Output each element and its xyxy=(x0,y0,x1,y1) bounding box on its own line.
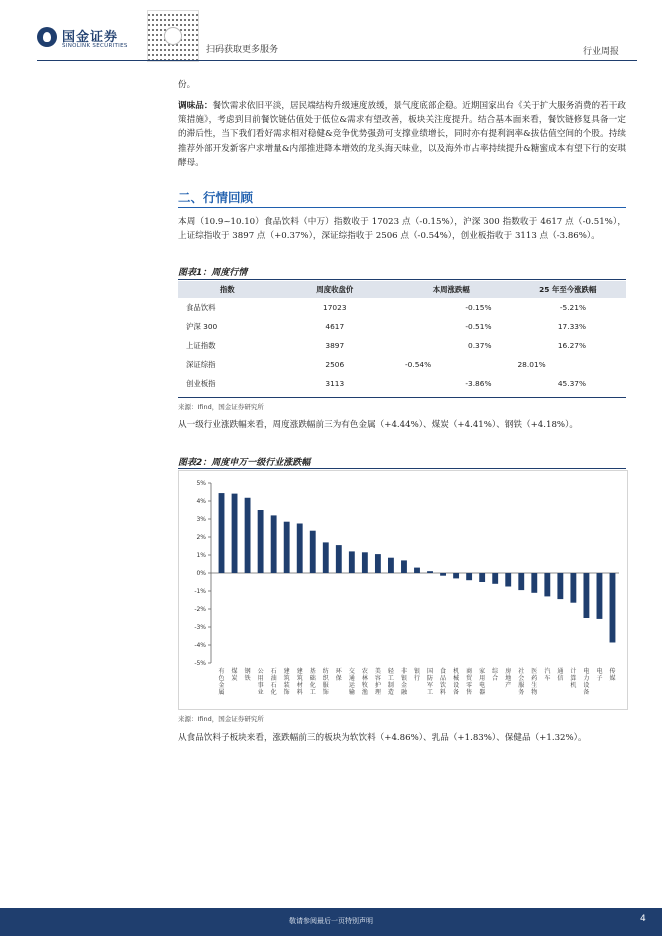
y-tick-label: 3% xyxy=(196,516,206,524)
qr-caption: 扫码获取更多服务 xyxy=(206,45,279,55)
subsector-summary-paragraph: 从食品饮料子板块来看，涨跌幅前三的板块为软饮料（+4.86%）、乳品（+1.83%）、保健品（+1.32%）。 xyxy=(178,733,587,743)
bar xyxy=(336,545,342,573)
category-label: 轻工制造 xyxy=(387,668,394,696)
category-label: 社会服务 xyxy=(518,668,525,696)
table-cell-ytd-change: 45.37% xyxy=(557,379,586,388)
bar xyxy=(271,515,277,573)
section-title: 二、行情回顾 xyxy=(178,190,254,205)
category-label: 钢铁 xyxy=(244,668,251,682)
category-label: 国防军工 xyxy=(427,668,434,696)
bar xyxy=(258,510,264,573)
category-label: 煤炭 xyxy=(231,668,238,682)
category-label: 传媒 xyxy=(609,668,616,682)
qr-center-logo-icon xyxy=(164,27,182,45)
table-cell-close: 3897 xyxy=(325,341,345,350)
y-tick-label: -2% xyxy=(194,606,206,614)
table-cell-week-change: 0.37% xyxy=(468,341,492,350)
table-header-cell: 指数 xyxy=(178,281,277,298)
table-cell-week-change: -0.51% xyxy=(465,322,492,331)
y-tick-label: 2% xyxy=(196,534,206,542)
table-cell-index: 创业板指 xyxy=(186,379,216,388)
table-cell-ytd-change: 16.27% xyxy=(557,341,586,350)
category-label: 通信 xyxy=(557,668,564,682)
condiment-text: 餐饮需求依旧平淡，居民端结构升级速度放缓，景气度底部企稳。近期国家出台《关于扩大服务消费的若干政策措施》，考虑到目前餐饮链估值处于低位&需求有望改善，板块关注度提升。结合基本面来看，餐饮链修复具备一定的滞后性，当下我们看好需求相对稳健&竞争优势强劲可支撑业绩增长，同时亦有提利润率&拔估值空间的个股。持续推荐外部开发新客户求增量&内部推进降本增效的龙头海天味业，以及海外市占率持续提升&糖蜜成本有望下行的安琪酵母。 xyxy=(178,101,626,168)
category-label: 食品饮料 xyxy=(440,668,447,696)
bar xyxy=(440,573,446,576)
market-summary-paragraph: 本周（10.9~10.10）食品饮料（中万）指数收于 17023 点（-0.15%），沪深 300 指数收于 4617 点（-0.51%），上证综指收于 3897 点（+0.37%），深证综指收于 2506 点（-0.54%），创业板指收于 3113 点（-3.86%）。 xyxy=(178,217,626,242)
table-header-cell: 本周涨跌幅 xyxy=(393,281,509,298)
category-label: 基础化工 xyxy=(309,668,316,696)
report-type: 行业周报 xyxy=(583,47,620,57)
category-label: 美容护理 xyxy=(374,668,381,696)
y-tick-label: 0% xyxy=(196,570,206,578)
table1-title: 图表1：周度行情 xyxy=(178,268,248,278)
table-cell-index: 食品饮料 xyxy=(186,303,216,312)
bar xyxy=(349,551,355,573)
condiment-paragraph xyxy=(178,99,626,170)
bar xyxy=(531,573,537,593)
table1-rule xyxy=(178,279,626,280)
bar xyxy=(570,573,576,603)
y-tick-label: -4% xyxy=(194,642,206,650)
bar xyxy=(610,573,616,642)
category-label: 环保 xyxy=(335,668,342,682)
category-label: 电子 xyxy=(596,668,603,682)
table1-bottom-rule xyxy=(178,397,626,398)
category-label: 有色金属 xyxy=(218,668,225,696)
figure2-rule xyxy=(178,468,626,469)
bar xyxy=(544,573,550,596)
bar xyxy=(479,573,485,582)
table-cell-index: 深证综指 xyxy=(186,360,216,369)
table-cell-week-change: -0.15% xyxy=(465,303,492,312)
bar xyxy=(219,493,225,573)
bar xyxy=(310,531,316,573)
bar xyxy=(518,573,524,590)
table-row xyxy=(178,298,626,317)
category-label: 农林牧渔 xyxy=(361,668,368,696)
category-label: 计算机 xyxy=(570,668,577,689)
intro-line0: 份。 xyxy=(178,80,196,90)
bar xyxy=(427,571,433,573)
brand-name-cn: 国金证券 xyxy=(62,30,119,45)
industry-change-chart xyxy=(179,471,627,709)
category-label: 建筑装饰 xyxy=(283,668,290,696)
category-label: 非银金融 xyxy=(400,668,407,696)
figure2-title: 图表2：周度申万一级行业涨跌幅 xyxy=(178,458,311,468)
bar xyxy=(362,552,368,573)
table-cell-week-change: -3.86% xyxy=(465,379,492,388)
category-label: 电力设备 xyxy=(583,668,590,696)
category-label: 医药生物 xyxy=(531,668,538,696)
category-label: 汽车 xyxy=(544,668,551,682)
bar xyxy=(414,568,420,573)
bar xyxy=(232,494,238,573)
table-cell-close: 2506 xyxy=(325,360,345,369)
header-divider xyxy=(37,60,637,61)
bar xyxy=(583,573,589,618)
table-row xyxy=(178,317,626,336)
table1-source: 来源：Ifind，国金证券研究所 xyxy=(178,403,264,411)
bar xyxy=(505,573,511,587)
table-header-row xyxy=(178,281,626,298)
condiment-label: 调味品： xyxy=(178,101,213,111)
category-label: 石油石化 xyxy=(270,668,277,696)
bar xyxy=(245,498,251,573)
table-cell-close: 4617 xyxy=(325,322,345,331)
bar xyxy=(597,573,603,619)
table-cell-close: 3113 xyxy=(325,379,345,388)
table-cell-index: 沪深 300 xyxy=(186,322,218,331)
table-row xyxy=(178,336,626,355)
category-label: 公用事业 xyxy=(257,668,264,696)
footer-disclaimer: 敬请参阅最后一页特别声明 xyxy=(289,917,373,925)
bar xyxy=(401,560,407,573)
category-label: 机械设备 xyxy=(453,668,460,696)
bar xyxy=(323,542,329,573)
category-label: 家用电器 xyxy=(479,668,486,696)
table-cell-ytd-change: 28.01% xyxy=(517,360,546,369)
industry-chart-frame xyxy=(178,470,628,710)
table-cell-ytd-change: -5.21% xyxy=(559,303,586,312)
bar xyxy=(388,558,394,573)
category-label: 综合 xyxy=(492,668,499,682)
category-label: 交通运输 xyxy=(348,668,355,696)
y-tick-label: -1% xyxy=(194,588,206,596)
table-cell-index: 上证指数 xyxy=(186,341,216,350)
weekly-market-table xyxy=(178,281,626,393)
figure2-source: 来源：Ifind，国金证券研究所 xyxy=(178,715,264,723)
table-row xyxy=(178,374,626,393)
bar xyxy=(453,573,459,578)
bar xyxy=(375,554,381,573)
bar xyxy=(284,522,290,573)
table-header-cell: 25 年至今涨跌幅 xyxy=(509,281,626,298)
category-label: 银行 xyxy=(413,668,421,682)
bar xyxy=(466,573,472,580)
y-tick-label: 1% xyxy=(196,552,206,560)
category-label: 建筑材料 xyxy=(296,668,303,696)
page-number: 4 xyxy=(640,914,646,924)
table-cell-week-change: -0.54% xyxy=(405,360,432,369)
y-tick-label: -3% xyxy=(194,624,206,632)
table-row xyxy=(178,355,626,374)
section-divider xyxy=(178,207,626,208)
table-header-cell: 周度收盘价 xyxy=(277,281,393,298)
y-tick-label: 5% xyxy=(196,480,206,488)
y-tick-label: -5% xyxy=(194,660,206,668)
table-cell-close: 17023 xyxy=(323,303,347,312)
bar xyxy=(492,573,498,584)
industry-summary-paragraph: 从一级行业涨跌幅来看，周度涨跌幅前三为有色金属（+4.44%）、煤炭（+4.41%）、钢铁（+4.18%）。 xyxy=(178,420,578,430)
bar xyxy=(297,524,303,574)
table-cell-ytd-change: 17.33% xyxy=(557,322,586,331)
y-tick-label: 4% xyxy=(196,498,206,506)
brand-name-en: SINOLINK SECURITIES xyxy=(62,43,128,49)
bar xyxy=(557,573,563,599)
brand-logo-icon xyxy=(37,27,57,47)
category-label: 商贸零售 xyxy=(466,668,473,696)
category-label: 房地产 xyxy=(505,668,512,689)
category-label: 纺织服饰 xyxy=(322,668,329,696)
